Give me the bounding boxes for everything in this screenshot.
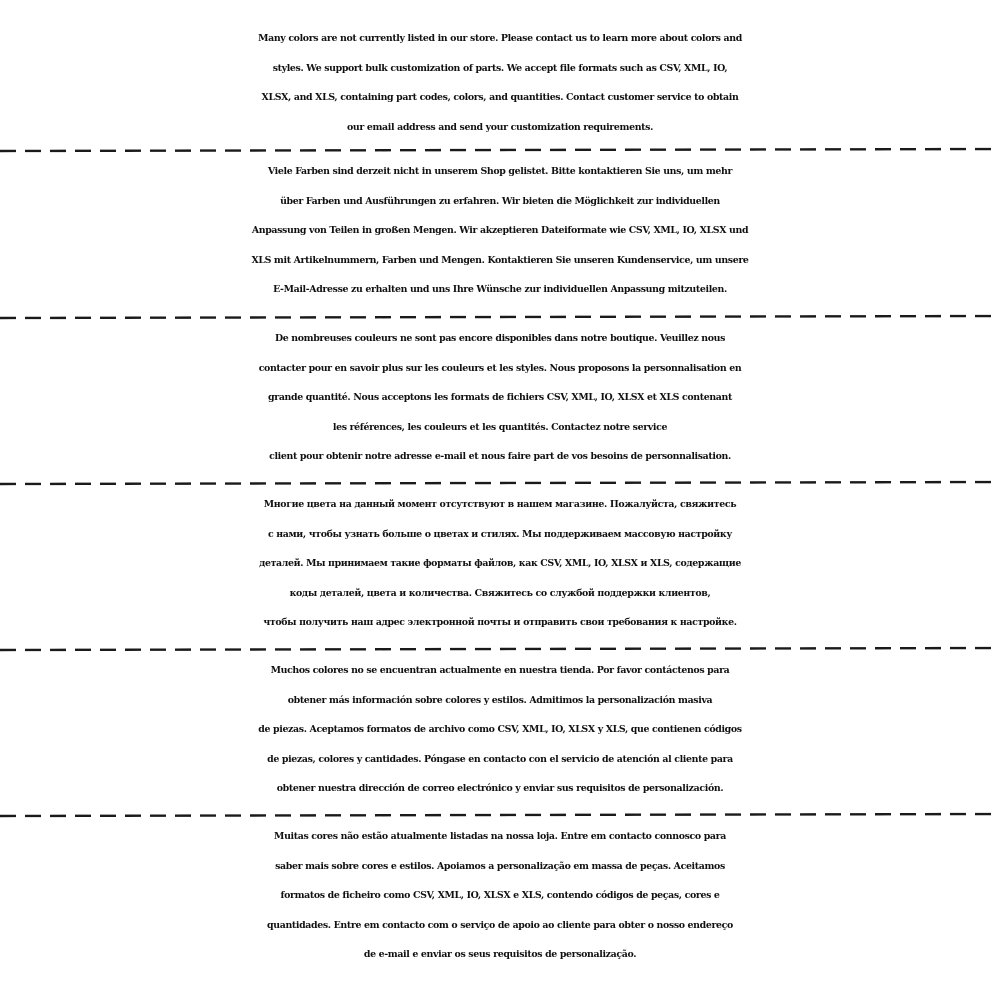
text-line: с нами, чтобы узнать больше о цветах и стилях. Мы поддерживаем массовую настройку bbox=[268, 528, 732, 540]
text-line: Anpassung von Teilen in großen Mengen. Wir akzeptieren Dateiformate wie CSV, XML, IO, XLSX und bbox=[251, 225, 749, 236]
text-line: деталей. Мы принимаем такие форматы файлов, как CSV, XML, IO, XLSX и XLS, содержащие bbox=[259, 558, 741, 569]
text-line: Muchos colores no se encuentran actualmente en nuestra tienda. Por favor contáctenos para bbox=[270, 665, 730, 676]
text-line: Viele Farben sind derzeit nicht in unserem Shop gelistet. Bitte kontaktieren Sie uns, um mehr bbox=[267, 166, 733, 177]
text-line: obtener más información sobre colores y estilos. Admitimos la personalización masiva bbox=[287, 694, 713, 706]
dashed-divider bbox=[0, 311, 1000, 323]
text-line: de piezas. Aceptamos formatos de archivo como CSV, XML, IO, XLSX y XLS, que contienen códigos bbox=[258, 724, 742, 735]
notice-russian bbox=[0, 490, 1000, 638]
text-line: quantidades. Entre em contacto com o serviço de apoio ao cliente para obter o nosso endereço bbox=[267, 919, 733, 931]
text-line: grande quantité. Nous acceptons les formats de fichiers CSV, XML, IO, XLSX et XLS contenant bbox=[268, 392, 732, 403]
text-line: чтобы получить наш адрес электронной почты и отправить свои требования к настройке. bbox=[263, 617, 737, 628]
text-line: our email address and send your customization requirements. bbox=[347, 121, 653, 133]
text-line: contacter pour en savoir plus sur les couleurs et les styles. Nous proposons la personnalisation en bbox=[258, 362, 742, 374]
text-line: les références, les couleurs et les quantités. Contactez notre service bbox=[332, 421, 668, 433]
text-line: obtener nuestra dirección de correo electrónico y enviar sus requisitos de personalización. bbox=[276, 783, 724, 794]
notice-english bbox=[0, 24, 1000, 142]
text-line: client pour obtenir notre adresse e-mail et nous faire part de vos besoins de personnalisation. bbox=[269, 451, 731, 462]
dashed-divider bbox=[0, 144, 1000, 156]
text-line: Many colors are not currently listed in our store. Please contact us to learn more about colors and bbox=[258, 33, 742, 44]
text-line: Muitas cores não estão atualmente listadas na nossa loja. Entre em contacto connosco para bbox=[274, 831, 726, 842]
text-line: styles. We support bulk customization of parts. We accept file formats such as CSV, XML, IO, bbox=[272, 62, 728, 74]
text-line: XLS mit Artikelnummern, Farben und Mengen. Kontaktieren Sie unseren Kundenservice, um unsere bbox=[251, 254, 749, 266]
text-line: XLSX, and XLS, containing part codes, colors, and quantities. Contact customer service to obtain bbox=[261, 92, 739, 103]
notice-german bbox=[0, 157, 1000, 305]
text-line: коды деталей, цвета и количества. Свяжитесь со службой поддержки клиентов, bbox=[289, 587, 711, 599]
text-line: de piezas, colores y cantidades. Póngase en contacto con el servicio de atención al cliente para bbox=[267, 753, 733, 765]
text-line: E-Mail-Adresse zu erhalten und uns Ihre Wünsche zur individuellen Anpassung mitzuteilen. bbox=[273, 284, 727, 295]
notice-portuguese bbox=[0, 822, 1000, 970]
dashed-divider bbox=[0, 477, 1000, 489]
text-line: saber mais sobre cores e estilos. Apoiamos a personalização em massa de peças. Aceitamos bbox=[275, 860, 725, 872]
dashed-divider bbox=[0, 809, 1000, 821]
text-line: de e-mail e enviar os seus requisitos de personalização. bbox=[363, 949, 637, 960]
dashed-divider bbox=[0, 643, 1000, 655]
notice-spanish bbox=[0, 656, 1000, 804]
text-line: formatos de ficheiro como CSV, XML, IO, XLSX e XLS, contendo códigos de peças, cores e bbox=[280, 890, 720, 901]
text-line: über Farben und Ausführungen zu erfahren. Wir bieten die Möglichkeit zur individuellen bbox=[280, 195, 720, 207]
text-line: Многие цвета на данный момент отсутствуют в нашем магазине. Пожалуйста, свяжитесь bbox=[263, 499, 737, 510]
notice-french bbox=[0, 324, 1000, 472]
text-line: De nombreuses couleurs ne sont pas encore disponibles dans notre boutique. Veuillez nous bbox=[274, 333, 725, 344]
